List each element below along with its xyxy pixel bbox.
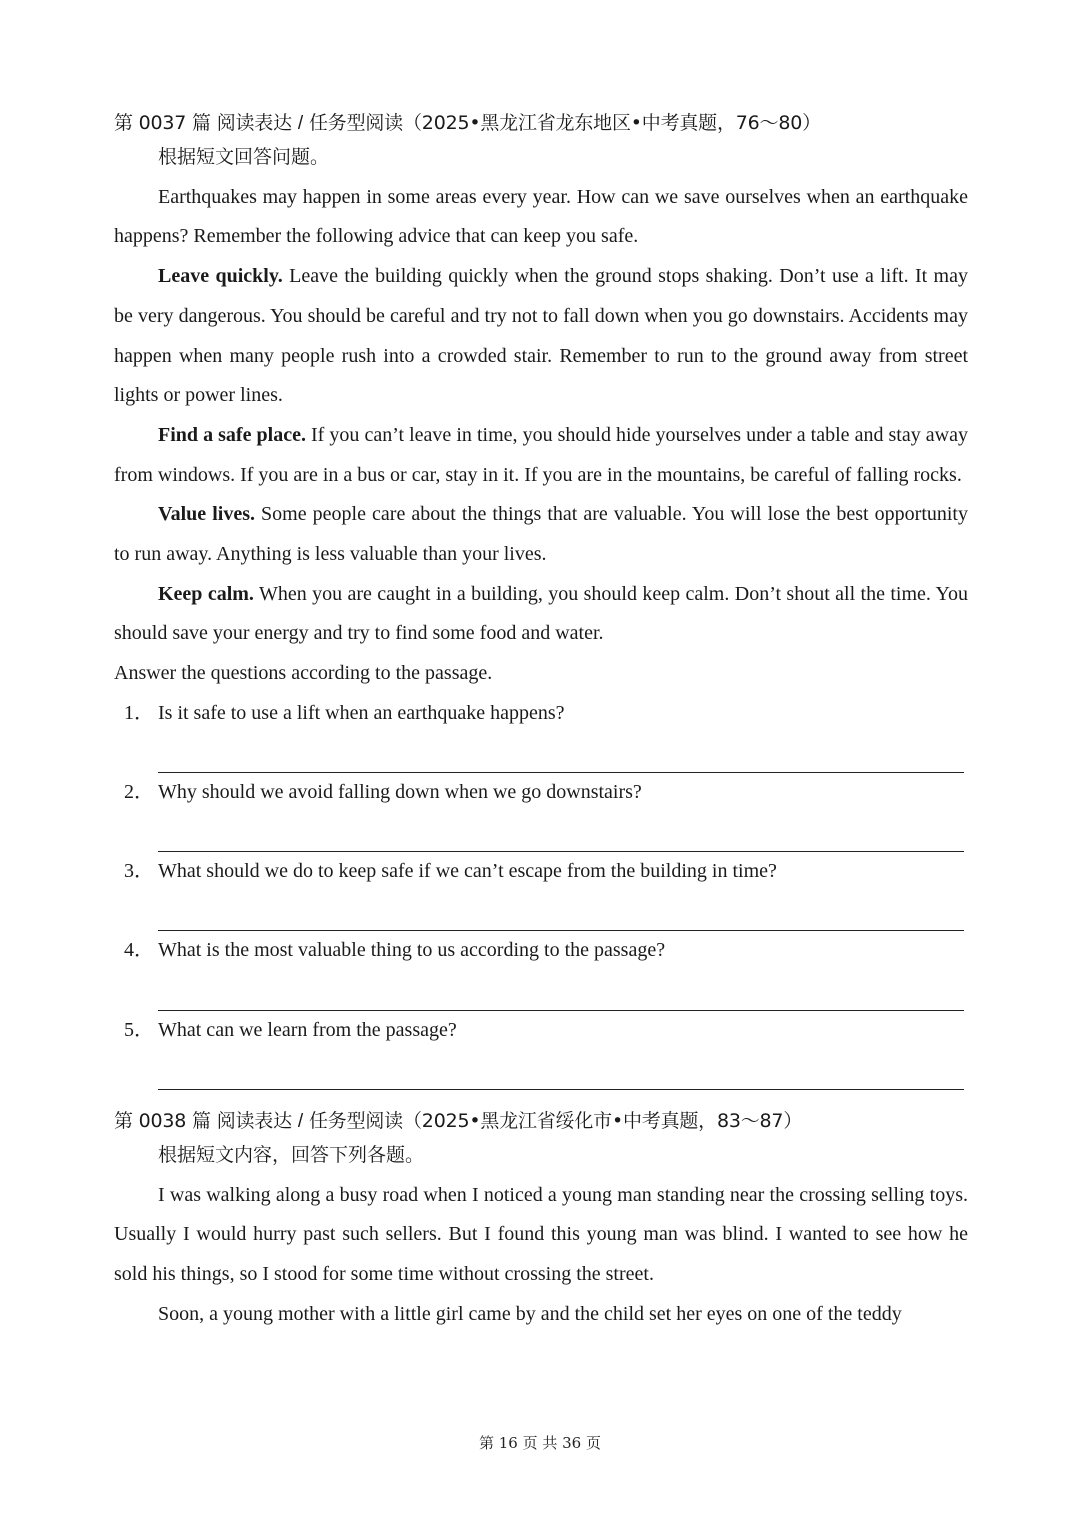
passage-paragraph: [114, 257, 968, 416]
question-item: [114, 773, 968, 852]
passage-paragraph: [114, 495, 968, 574]
passage-paragraph: [114, 416, 968, 495]
passage-paragraph: [114, 178, 968, 257]
paragraph-text: Earthquakes may happen in some areas every year. How can we save ourselves when an earthquake happens? Remember the following advice that can keep you safe.: [114, 185, 968, 248]
question-number: 5．: [124, 1018, 154, 1041]
answer-line: [158, 1050, 964, 1090]
paragraph-text: Leave the building quickly when the ground stops shaking. Don’t use a lift. It may be very dangerous. You should be careful and try not to fall down when you go downstairs. Accidents may happen when many people rush into a crowded stair. Remember to run to the ground away from street lights or power lines.: [114, 265, 968, 407]
question-number: 3．: [124, 860, 154, 883]
heading-separator: /: [297, 113, 303, 134]
question-intro: Answer the questions according to the passage.: [114, 662, 493, 685]
paragraph-text: If you can’t leave in time, you should hide yourselves under a table and stay away from windows. If you are in a bus or car, stay in it. If you are in the mountains, be careful of falling rocks.: [114, 423, 968, 486]
question-item: [114, 852, 968, 931]
passage-section-0038: [114, 1106, 968, 1335]
section-source: （2025•黑龙江省绥化市•中考真题，83～87）: [403, 1109, 803, 1132]
section-type: 任务型阅读: [308, 112, 403, 134]
document-page: [114, 108, 968, 1334]
paragraph-text: Soon, a young mother with a little girl came by and the child set her eyes on one of the teddy: [158, 1302, 902, 1325]
question-text: [114, 773, 968, 813]
paragraph-lead: Find a safe place.: [158, 423, 306, 446]
passage-paragraph: [114, 1176, 968, 1295]
section-source: （2025•黑龙江省龙东地区•中考真题，76～80）: [403, 112, 821, 134]
paragraph-text: I was walking along a busy road when I noticed a young man standing near the crossing selling toys. Usually I would hurry past such sellers. But I found this young man was blind. I wanted to see how he sold his things, so I stood for some time without crossing the street.: [114, 1183, 968, 1285]
page-footer: 第 16 页 共 36 页: [478, 1434, 601, 1452]
question-number: 4．: [124, 939, 154, 962]
question-body: What should we do to keep safe if we can’t escape from the building in time?: [158, 860, 777, 883]
question-text: [114, 931, 968, 971]
question-text: [114, 694, 968, 734]
section-instruction: 根据短文内容，回答下列各题。: [158, 1143, 425, 1166]
section-type: 任务型阅读: [308, 1109, 403, 1132]
section-number: 第 0038 篇: [114, 1109, 211, 1132]
answer-line: [158, 971, 964, 1011]
passage-section-0037: [114, 108, 968, 1090]
paragraph-text: Some people care about the things that are valuable. You will lose the best opportunity to run away. Anything is less valuable than your lives.: [114, 503, 968, 566]
question-text: [114, 1011, 968, 1051]
section-category: 阅读表达: [216, 112, 292, 134]
paragraph-lead: Leave quickly.: [158, 265, 283, 288]
paragraph-lead: Keep calm.: [158, 582, 254, 605]
question-list: [114, 694, 968, 1090]
question-number: 2．: [124, 781, 154, 804]
question-item: [114, 1011, 968, 1090]
question-body: Is it safe to use a lift when an earthquake happens?: [158, 701, 565, 724]
section-instruction: 根据短文回答问题。: [158, 146, 330, 168]
question-item: [114, 931, 968, 1010]
section-number: 第 0037 篇: [114, 112, 211, 134]
paragraph-lead: Value lives.: [158, 503, 255, 526]
section-category: 阅读表达: [216, 1109, 292, 1132]
question-item: [114, 694, 968, 773]
question-body: What can we learn from the passage?: [158, 1018, 457, 1041]
paragraph-text: When you are caught in a building, you should keep calm. Don’t shout all the time. You should save your energy and try to find some food and water.: [114, 582, 968, 645]
question-body: Why should we avoid falling down when we go downstairs?: [158, 781, 642, 804]
section-heading: [114, 1106, 968, 1136]
answer-line: [158, 734, 964, 774]
question-body: What is the most valuable thing to us according to the passage?: [158, 939, 666, 962]
passage-paragraph: [114, 575, 968, 654]
passage-paragraph: [114, 1295, 968, 1335]
question-number: 1．: [124, 701, 154, 724]
answer-line: [158, 813, 964, 853]
question-text: [114, 852, 968, 892]
answer-line: [158, 892, 964, 932]
section-heading: [114, 108, 968, 138]
heading-separator: /: [297, 1110, 303, 1132]
